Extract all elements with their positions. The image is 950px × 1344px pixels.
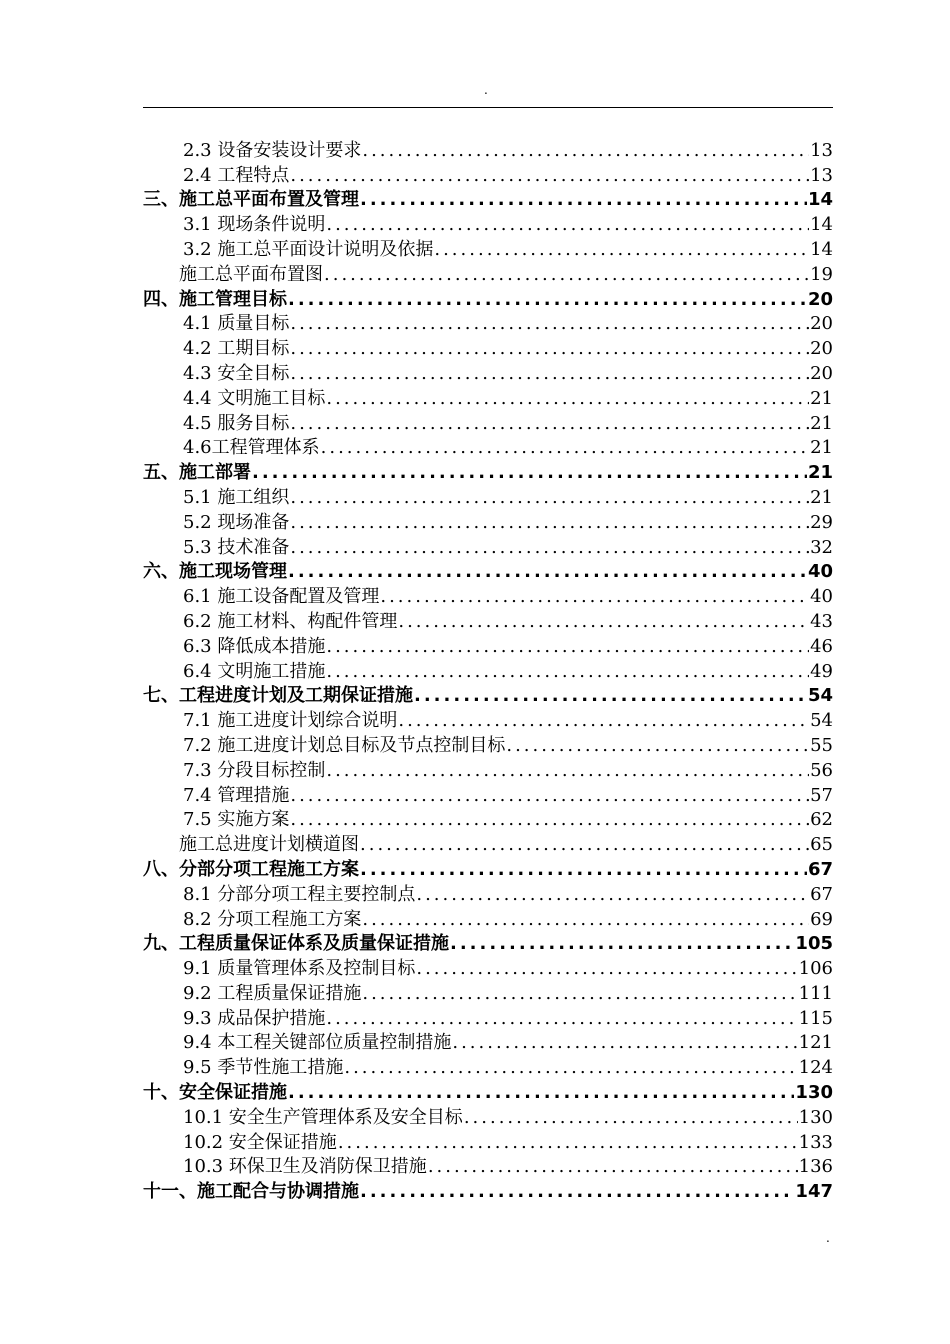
toc-chapter-row[interactable] xyxy=(143,1178,833,1203)
toc-page-number: 105 xyxy=(795,933,833,955)
toc-entry-title: 7.2 施工进度计划总目标及节点控制目标 xyxy=(183,734,506,756)
toc-dot-leader xyxy=(326,214,809,236)
toc-dot-leader xyxy=(380,586,809,608)
toc-page-number: 14 xyxy=(807,189,833,211)
toc-entry-title: 8.1 分部分项工程主要控制点 xyxy=(183,883,416,905)
toc-entry-title: 四、施工管理目标 xyxy=(143,288,287,310)
toc-section-row[interactable] xyxy=(143,385,833,410)
toc-entry-title: 9.1 质量管理体系及控制目标 xyxy=(183,958,416,980)
toc-chapter-row[interactable] xyxy=(143,286,833,311)
toc-entry-title: 5.2 现场准备 xyxy=(183,511,290,533)
toc-section-row[interactable] xyxy=(143,261,833,286)
toc-dot-leader xyxy=(360,834,809,856)
toc-dot-leader xyxy=(290,338,809,360)
toc-page-number: 32 xyxy=(810,536,833,558)
toc-page-number: 20 xyxy=(810,338,833,360)
toc-entry-title: 七、工程进度计划及工期保证措施 xyxy=(143,685,413,707)
toc-dot-leader xyxy=(344,1057,797,1079)
toc-dot-leader xyxy=(288,561,807,583)
toc-dot-leader xyxy=(360,1181,794,1203)
toc-page-number: 19 xyxy=(810,263,833,285)
toc-entry-title: 八、分部分项工程施工方案 xyxy=(143,858,359,880)
toc-page-number: 46 xyxy=(810,635,833,657)
toc-page-number: 20 xyxy=(810,362,833,384)
toc-dot-leader xyxy=(324,264,809,286)
toc-page-number: 69 xyxy=(810,908,833,930)
toc-entry-title: 6.4 文明施工措施 xyxy=(183,660,326,682)
toc-entry-title: 6.3 降低成本措施 xyxy=(183,635,326,657)
toc-dot-leader xyxy=(360,189,807,211)
toc-entry-title: 9.2 工程质量保证措施 xyxy=(183,982,362,1004)
toc-dot-leader xyxy=(434,239,809,261)
toc-page-number: 57 xyxy=(810,784,833,806)
toc-page-number: 20 xyxy=(810,313,833,335)
toc-section-row[interactable] xyxy=(143,335,833,360)
toc-dot-leader xyxy=(398,710,809,732)
header-rule xyxy=(143,107,833,108)
toc-page-number: 14 xyxy=(810,238,833,260)
toc-dot-leader xyxy=(428,1156,798,1178)
toc-dot-leader xyxy=(362,983,797,1005)
toc-entry-title: 4.2 工期目标 xyxy=(183,338,290,360)
toc-page-number: 40 xyxy=(810,586,833,608)
header-mark: . xyxy=(484,83,488,97)
toc-dot-leader xyxy=(452,1032,797,1054)
toc-dot-leader xyxy=(450,933,794,955)
toc-entry-title: 9.5 季节性施工措施 xyxy=(183,1057,344,1079)
toc-dot-leader xyxy=(326,388,809,410)
toc-page-number: 56 xyxy=(810,759,833,781)
toc-dot-leader xyxy=(416,884,809,906)
toc-entry-title: 7.1 施工进度计划综合说明 xyxy=(183,710,398,732)
toc-section-row[interactable] xyxy=(143,410,833,435)
toc-entry-title: 6.1 施工设备配置及管理 xyxy=(183,586,380,608)
toc-page-number: 136 xyxy=(798,1156,833,1178)
toc-section-row[interactable] xyxy=(143,137,833,162)
toc-entry-title: 10.2 安全保证措施 xyxy=(183,1131,337,1153)
toc-page-number: 67 xyxy=(807,858,833,880)
toc-page-number: 67 xyxy=(810,883,833,905)
toc-dot-leader xyxy=(506,735,809,757)
toc-page-number: 147 xyxy=(795,1181,833,1203)
toc-page-number: 106 xyxy=(798,958,833,980)
toc-section-row[interactable] xyxy=(143,1030,833,1055)
toc-section-row[interactable] xyxy=(143,1154,833,1179)
toc-chapter-row[interactable] xyxy=(143,683,833,708)
toc-section-row[interactable] xyxy=(143,1104,833,1129)
toc-dot-leader xyxy=(326,1008,797,1030)
toc-section-row[interactable] xyxy=(143,1129,833,1154)
toc-dot-leader xyxy=(321,437,809,459)
toc-entry-title: 九、工程质量保证体系及质量保证措施 xyxy=(143,933,449,955)
toc-entry-title: 4.3 安全目标 xyxy=(183,362,290,384)
toc-page-number: 21 xyxy=(810,437,833,459)
toc-dot-leader xyxy=(464,1107,798,1129)
toc-entry-title: 4.6工程管理体系 xyxy=(183,437,320,459)
toc-chapter-row[interactable] xyxy=(143,187,833,212)
toc-dot-leader xyxy=(290,165,809,187)
toc-section-row[interactable] xyxy=(143,782,833,807)
toc-entry-title: 三、施工总平面布置及管理 xyxy=(143,189,359,211)
toc-section-row[interactable] xyxy=(143,534,833,559)
toc-dot-leader xyxy=(326,636,809,658)
toc-section-row[interactable] xyxy=(143,906,833,931)
toc-entry-title: 7.4 管理措施 xyxy=(183,784,290,806)
toc-section-row[interactable] xyxy=(143,955,833,980)
toc-page-number: 21 xyxy=(807,462,833,484)
toc-dot-leader xyxy=(290,363,809,385)
toc-entry-title: 9.4 本工程关键部位质量控制措施 xyxy=(183,1032,452,1054)
toc-page-number: 130 xyxy=(798,1106,833,1128)
toc-section-row[interactable] xyxy=(143,831,833,856)
toc-section-row[interactable] xyxy=(143,1054,833,1079)
toc-entry-title: 3.1 现场条件说明 xyxy=(183,214,326,236)
toc-entry-title: 五、施工部署 xyxy=(143,462,251,484)
toc-entry-title: 10.1 安全生产管理体系及安全目标 xyxy=(183,1106,463,1128)
toc-entry-title: 8.2 分项工程施工方案 xyxy=(183,908,362,930)
toc-page-number: 43 xyxy=(810,610,833,632)
toc-page-number: 54 xyxy=(807,685,833,707)
toc-dot-leader xyxy=(416,958,797,980)
toc-entry-title: 2.3 设备安装设计要求 xyxy=(183,139,362,161)
toc-page-number: 54 xyxy=(810,710,833,732)
toc-section-row[interactable] xyxy=(143,707,833,732)
toc-entry-title: 2.4 工程特点 xyxy=(183,164,290,186)
toc-dot-leader xyxy=(290,512,809,534)
toc-chapter-row[interactable] xyxy=(143,459,833,484)
toc-section-row[interactable] xyxy=(143,757,833,782)
toc-section-row[interactable] xyxy=(143,484,833,509)
toc-dot-leader xyxy=(398,611,809,633)
toc-page-number: 14 xyxy=(810,214,833,236)
table-of-contents xyxy=(143,137,833,1203)
toc-dot-leader xyxy=(362,140,809,162)
toc-page-number: 121 xyxy=(798,1032,833,1054)
toc-page-number: 130 xyxy=(795,1082,833,1104)
toc-dot-leader xyxy=(360,859,807,881)
toc-chapter-row[interactable] xyxy=(143,559,833,584)
toc-entry-title: 5.1 施工组织 xyxy=(183,486,290,508)
toc-entry-title: 4.1 质量目标 xyxy=(183,313,290,335)
toc-entry-title: 7.5 实施方案 xyxy=(183,809,290,831)
toc-chapter-row[interactable] xyxy=(143,856,833,881)
toc-section-row[interactable] xyxy=(143,807,833,832)
toc-page-number: 20 xyxy=(807,288,833,310)
toc-page-number: 115 xyxy=(798,1007,833,1029)
toc-section-row[interactable] xyxy=(143,162,833,187)
toc-section-row[interactable] xyxy=(143,608,833,633)
toc-page-number: 49 xyxy=(810,660,833,682)
toc-dot-leader xyxy=(290,809,809,831)
toc-entry-title: 4.4 文明施工目标 xyxy=(183,387,326,409)
toc-dot-leader xyxy=(288,1082,794,1104)
toc-page-number: 40 xyxy=(807,561,833,583)
toc-entry-title: 4.5 服务目标 xyxy=(183,412,290,434)
toc-section-row[interactable] xyxy=(143,509,833,534)
toc-dot-leader xyxy=(290,413,809,435)
toc-entry-title: 十一、施工配合与协调措施 xyxy=(143,1181,359,1203)
toc-dot-leader xyxy=(290,487,809,509)
toc-page-number: 21 xyxy=(810,387,833,409)
toc-dot-leader xyxy=(252,462,807,484)
toc-entry-title: 9.3 成品保护措施 xyxy=(183,1007,326,1029)
toc-section-row[interactable] xyxy=(143,1005,833,1030)
toc-chapter-row[interactable] xyxy=(143,1079,833,1104)
toc-entry-title: 十、安全保证措施 xyxy=(143,1082,287,1104)
toc-section-row[interactable] xyxy=(143,435,833,460)
toc-section-row[interactable] xyxy=(143,360,833,385)
toc-page-number: 21 xyxy=(810,412,833,434)
toc-section-row[interactable] xyxy=(143,881,833,906)
toc-page-number: 13 xyxy=(810,139,833,161)
toc-chapter-row[interactable] xyxy=(143,931,833,956)
toc-entry-title: 施工总进度计划横道图 xyxy=(179,834,359,856)
footer-mark: . xyxy=(826,1231,830,1245)
toc-page-number: 124 xyxy=(798,1057,833,1079)
toc-section-row[interactable] xyxy=(143,633,833,658)
toc-dot-leader xyxy=(290,785,809,807)
toc-entry-title: 施工总平面布置图 xyxy=(179,263,323,285)
toc-section-row[interactable] xyxy=(143,236,833,261)
toc-section-row[interactable] xyxy=(143,732,833,757)
toc-page-number: 65 xyxy=(810,834,833,856)
toc-dot-leader xyxy=(288,289,807,311)
toc-entry-title: 6.2 施工材料、构配件管理 xyxy=(183,610,398,632)
toc-dot-leader xyxy=(326,760,809,782)
toc-dot-leader xyxy=(290,313,809,335)
toc-dot-leader xyxy=(326,661,809,683)
toc-section-row[interactable] xyxy=(143,980,833,1005)
toc-section-row[interactable] xyxy=(143,211,833,236)
toc-dot-leader xyxy=(414,685,807,707)
toc-page-number: 55 xyxy=(810,734,833,756)
toc-dot-leader xyxy=(290,537,809,559)
toc-page-number: 111 xyxy=(798,982,833,1004)
toc-entry-title: 5.3 技术准备 xyxy=(183,536,290,558)
toc-entry-title: 3.2 施工总平面设计说明及依据 xyxy=(183,238,434,260)
toc-dot-leader xyxy=(362,909,809,931)
toc-page-number: 133 xyxy=(798,1131,833,1153)
toc-section-row[interactable] xyxy=(143,583,833,608)
toc-page-number: 29 xyxy=(810,511,833,533)
toc-section-row[interactable] xyxy=(143,311,833,336)
toc-entry-title: 10.3 环保卫生及消防保卫措施 xyxy=(183,1156,427,1178)
toc-entry-title: 六、施工现场管理 xyxy=(143,561,287,583)
toc-section-row[interactable] xyxy=(143,658,833,683)
toc-page-number: 21 xyxy=(810,486,833,508)
toc-dot-leader xyxy=(338,1132,798,1154)
toc-page-number: 13 xyxy=(810,164,833,186)
toc-entry-title: 7.3 分段目标控制 xyxy=(183,759,326,781)
toc-page-number: 62 xyxy=(810,809,833,831)
